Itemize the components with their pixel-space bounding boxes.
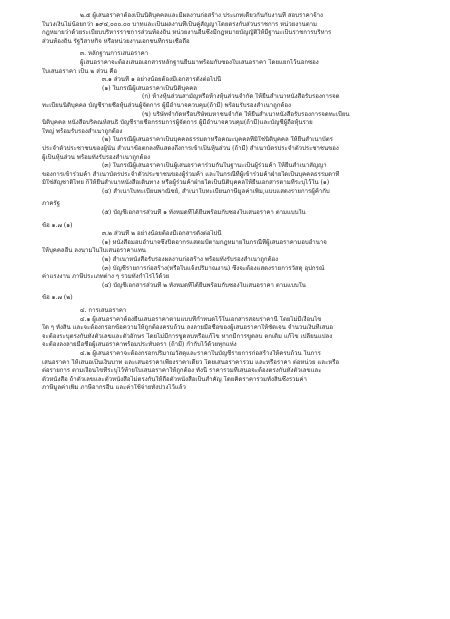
document-line: (๑) ในกรณีผู้เสนอราคาเป็นนิติบุคคล [102,84,197,92]
document-line: ๓.๑ ส่วนที่ ๑ อย่างน้อยต้องมีเอกสารดังต่อไปนี้ [102,76,222,84]
document-line: ใหญ่ พร้อมรับรองสำเนาถูกต้อง [42,127,123,135]
section-heading: ๓. หลักฐานการเสนอราคา [80,50,149,58]
document-line: (๔) บัญชีเอกสารส่วนที่ ๒ ทั้งหมดที่ได้ยื่นพร้อมกับซองใบเสนอราคา ตามแบบใน [102,281,306,289]
document-line: ผู้เป็นหุ้นส่วน พร้อมทั้งรับรองสำเนาถูกต้อง [42,153,151,161]
document-line: (ข) บริษัทจำกัดหรือบริษัทมหาชนจำกัด ให้ยื่นสำเนาหนังสือรับรองการจดทะเบียน [142,110,350,118]
document-line: ใบเสนอราคา เป็น ๒ ส่วน คือ [42,67,118,75]
section-heading: ๔. การเสนอราคา [80,307,127,314]
document-line: จะต้องระบุตรงกันทั้งตัวเลขและตัวอักษร โดยไม่มีการขูดลบหรือแก้ไข หากมีการขูดลบ ตกเติม แก้ไข เปลี่ยนแปลง [42,332,333,340]
document-line: ภาครัฐ [42,200,61,208]
document-line: (๓) บัญชีรายการก่อสร้าง(หรือใบแจ้งปริมาณงาน) ซึ่งจะต้องแสดงรายการวัสดุ อุปกรณ์ [102,264,325,272]
document-line: ในวงเงินไม่น้อยกว่า ๑๙๔,๐๐๐.๐๐ บาทและเป็นผลงานที่เป็นคู่สัญญาโดยตรงกับส่วนราชการ หน่วยงานตาม [42,20,318,28]
document-line: นิติบุคคล หนังสือบริคณห์สนธิ บัญชีรายชื่อกรรมการผู้จัดการ ผู้มีอำนาจควบคุม(ถ้ามี)และบัญชีผู้ถือหุ้นราย [42,119,313,127]
document-line: ๔.๑ ผู้เสนอราคาต้องยื่นเสนอราคาตามแบบที่กำหนดไว้ในเอกสารสอบราคานี้ โดยไม่มีเงื่อนไข [80,315,322,323]
document-line: ประจำตัวประชาชนของผู้นั้น สำเนาข้อตกลงที่แสดงถึงการเข้าเป็นหุ้นส่วน (ถ้ามี) สำเนาบัตรประจำตัวประชาชนของ [42,144,339,152]
document-line: ต่อรายการ ตามเงื่อนไขที่ระบุไว้ท้ายใบเสนอราคาให้ถูกต้อง ทั้งนี้ ราคารวมที่เสนอจะต้องตรงกันทั้งตัวเลขและ [42,367,322,375]
document-line: จะต้องลงลายมือชื่อผู้เสนอราคาพร้อมประทับตรา (ถ้ามี) กำกับไว้ด้วยทุกแห่ง [42,341,237,349]
document-line: กฎหมายว่าด้วยระเบียบบริหารราชการส่วนท้องถิ่น หน่วยงานอื่นซึ่งมีกฎหมายบัญญัติให้มีฐานะเป็นราชการบริหาร [42,29,332,37]
document-line: ๓.๒ ส่วนที่ ๒ อย่างน้อยต้องมีเอกสารดังต่อไปนี้ [102,230,222,238]
document-line: ผู้เสนอราคาจะต้องเสนอเอกสารหลักฐานยื่นมาพร้อมกับซองใบเสนอราคา โดยแยกไว้นอกซอง [80,58,319,66]
document-line: เสนอราคา ให้เสนอเป็นเงินบาท และเสนอราคาเพียงราคาเดียว โดยเสนอราคารวม และหรือราคา ต่อหน่วย และหรือ [42,358,340,366]
document-line: ของการเข้าร่วมค้า สำเนาบัตรประจำตัวประชาชนของผู้ร่วมค้า และในกรณีที่ผู้เข้าร่วมค้าฝ่ายใดเป็นบุคคลธรรมดาที่ [42,170,340,178]
document-line: (๓) ในกรณีผู้เสนอราคาเป็นผู้เสนอราคาร่วมกันในฐานะเป็นผู้ร่วมค้า ให้ยื่นสำเนาสัญญา [102,162,327,170]
document-line: ตัวหนังสือ ถ้าตัวเลขและตัวหนังสือไม่ตรงกันให้ถือตัวหนังสือเป็นสำคัญ โดยคิดราคารวมทั้งสิ้นซึ่งรวมค่า [42,375,307,383]
document-line: ค่าแรงงาน ภาษีประเภทต่าง ๆ รวมทั้งกำไรไว้ด้วย [42,273,170,281]
document-line: (๔) สำเนาใบทะเบียนพาณิชย์, สำเนาใบทะเบียนภาษีมูลค่าเพิ่ม,แบบแสดงรายการผู้ค้ากับ [102,187,330,195]
document-line: ๒.๕ ผู้เสนอราคาต้องเป็นนิติบุคคลและมีผลงานก่อสร้าง ประเภทเดียวกันกับงานที่ สอบราคาจ้าง [80,12,323,19]
document-line: ๔.๒ ผู้เสนอราคาจะต้องกรอกปริมาณวัสดุและราคาในบัญชีรายการก่อสร้างให้ครบถ้วน ในการ [80,349,321,357]
document-line: (๑) หนังสือมอบอำนาจซึ่งปิดอากรแสตมป์ตามกฎหมายในกรณีที่ผู้เสนอราคามอบอำนาจ [102,238,327,246]
document-line: (๕) บัญชีเอกสารส่วนที่ ๑ ทั้งหมดที่ได้ยื่นพร้อมกับซองใบเสนอราคา ตามแบบใน [102,209,306,217]
document-line: (๒) ในกรณีผู้เสนอราคาเป็นบุคคลธรรมดาหรือคณะบุคคลที่มิใช่นิติบุคคล ให้ยื่นสำเนาบัตร [102,136,333,144]
document-line: ส่วนท้องถิ่น รัฐวิสาหกิจ หรือหน่วยงานเอกชนที่กรมเชื่อถือ [42,37,190,45]
document-line: ใด ๆ ทั้งสิ้น และจะต้องกรอกข้อความให้ถูกต้องครบถ้วน ลงลายมือชื่อของผู้เสนอราคาให้ชัดเจน จำนวนเงินที่เสนอ [42,324,334,332]
document-line: (ก) ห้างหุ้นส่วนสามัญหรือห้างหุ้นส่วนจำกัด ให้ยื่นสำเนาหนังสือรับรองการจด [142,93,340,101]
document-line: (๒) สำเนาหนังสือรับรองผลงานก่อสร้าง พร้อมทั้งรับรองสำเนาถูกต้อง [102,256,279,264]
document-line: ทะเบียนนิติบุคคล บัญชีรายชื่อหุ้นส่วนผู้จัดการ ผู้มีอำนาจควบคุม(ถ้ามี) พร้อมรับรองสำเนาถูกต้อง [42,101,291,109]
document-line: ภาษีมูลค่าเพิ่ม ภาษีอากรอื่น และค่าใช้จ่ายทั้งปวงไว้แล้ว [42,384,186,392]
document-line: ข้อ ๑.๗ (๑) [42,221,73,229]
document-line: ให้บุคคลอื่น ลงนามในใบเสนอราคาแทน [42,247,146,255]
document-line: ข้อ ๑.๗ (๒) [42,294,73,302]
document-line: มิใช่สัญชาติไทย ก็ให้ยื่นสำเนาหนังสือเดินทาง หรือผู้ร่วมค้าฝ่ายใดเป็นนิติบุคคลให้ยื่นเอกสารตามที่ระบุไว้ใน (๑) [42,179,330,187]
